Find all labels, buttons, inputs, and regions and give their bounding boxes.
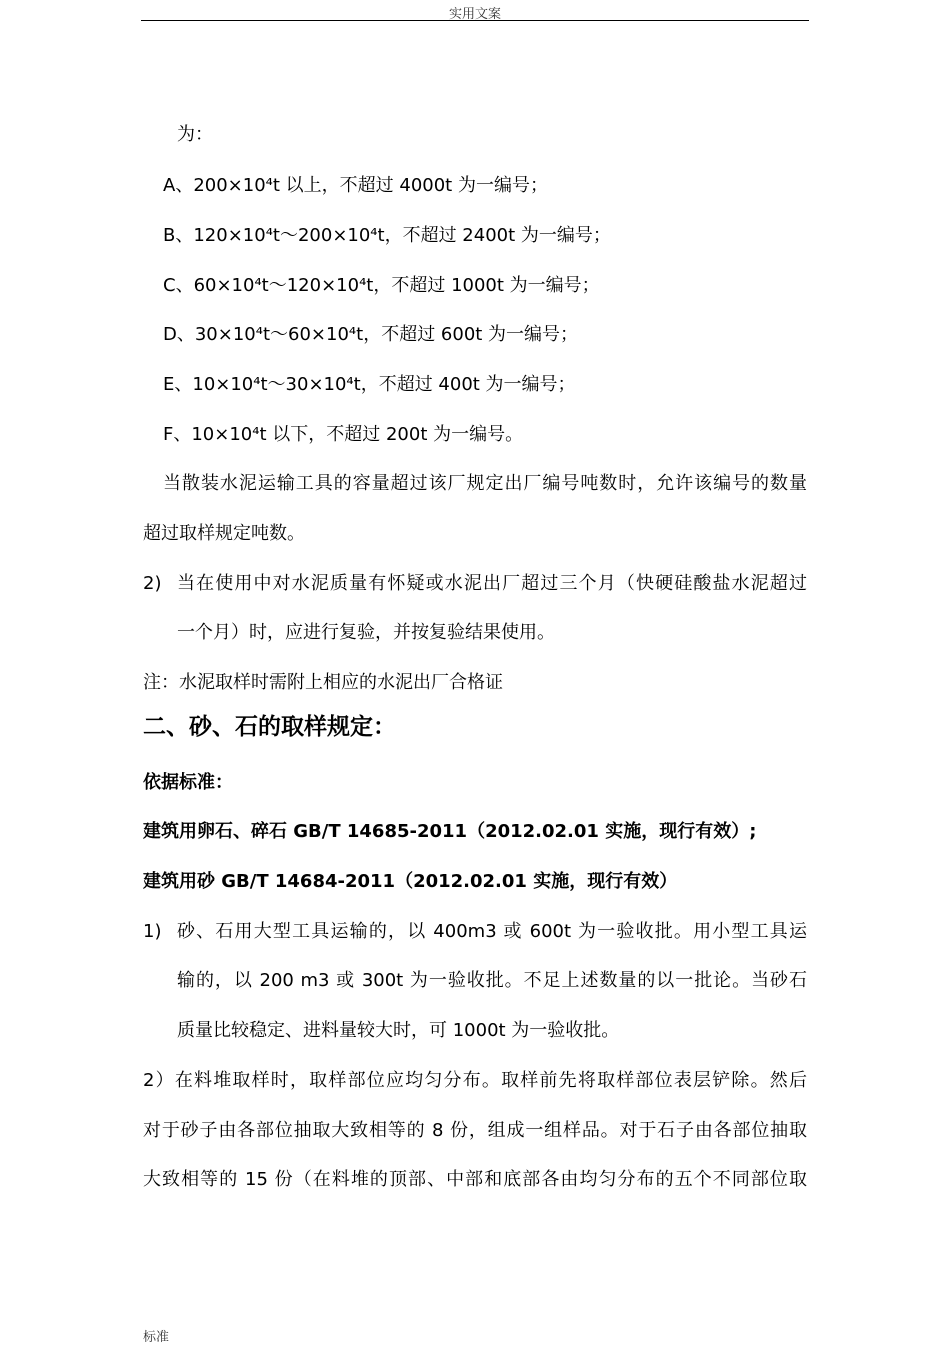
bulk-para-line2: 超过取样规定吨数。	[143, 523, 305, 544]
grade-item-f: F、10×10⁴t 以下，不超过 200t 为一编号。	[163, 424, 524, 445]
header-text: 实用文案	[448, 7, 501, 22]
page-footer: 标准	[143, 1330, 170, 1345]
item2-line2: 一个月）时，应进行复验，并按复验结果使用。	[177, 622, 555, 643]
s2-item2-line2: 对于砂子由各部位抽取大致相等的 8 份，组成一组样品。对于石子由各部位抽取	[143, 1120, 807, 1141]
s2-item1-number: 1)	[143, 921, 162, 942]
s2-item2-line1: 2）在料堆取样时，取样部位应均匀分布。取样前先将取样部位表层铲除。然后	[143, 1070, 807, 1091]
section2-heading: 二、砂、石的取样规定：	[143, 714, 396, 740]
basis-label: 依据标准：	[143, 772, 233, 793]
grades-intro: 为：	[177, 124, 213, 145]
item2-number: 2)	[143, 573, 162, 594]
header-rule	[141, 20, 809, 21]
item2-line1: 当在使用中对水泥质量有怀疑或水泥出厂超过三个月（快硬硅酸盐水泥超过	[177, 573, 807, 594]
s2-item1-line3: 质量比较稳定、进料量较大时，可 1000t 为一验收批。	[177, 1020, 620, 1041]
note: 注：水泥取样时需附上相应的水泥出厂合格证	[143, 672, 503, 693]
grade-item-a: A、200×10⁴t 以上，不超过 4000t 为一编号；	[163, 175, 548, 196]
standard-sand: 建筑用砂 GB/T 14684-2011（2012.02.01 实施，现行有效）	[143, 871, 678, 892]
grade-item-d: D、30×10⁴t～60×10⁴t，不超过 600t 为一编号；	[163, 324, 579, 345]
s2-item1-line2: 输的，以 200 m3 或 300t 为一验收批。不足上述数量的以一批论。当砂石	[177, 970, 807, 991]
grade-item-e: E、10×10⁴t～30×10⁴t，不超过 400t 为一编号；	[163, 374, 576, 395]
s2-item2-line3: 大致相等的 15 份（在料堆的顶部、中部和底部各由均匀分布的五个不同部位取	[143, 1169, 807, 1190]
bulk-para-line1: 当散装水泥运输工具的容量超过该厂规定出厂编号吨数时，允许该编号的数量	[163, 473, 807, 494]
grade-item-b: B、120×10⁴t～200×10⁴t，不超过 2400t 为一编号；	[163, 225, 611, 246]
standard-gravel: 建筑用卵石、碎石 GB/T 14685-2011（2012.02.01 实施，现行有效）;	[143, 821, 757, 842]
s2-item1-line1: 砂、石用大型工具运输的，以 400m3 或 600t 为一验收批。用小型工具运	[177, 921, 807, 942]
grade-item-c: C、60×10⁴t～120×10⁴t，不超过 1000t 为一编号；	[163, 275, 600, 296]
